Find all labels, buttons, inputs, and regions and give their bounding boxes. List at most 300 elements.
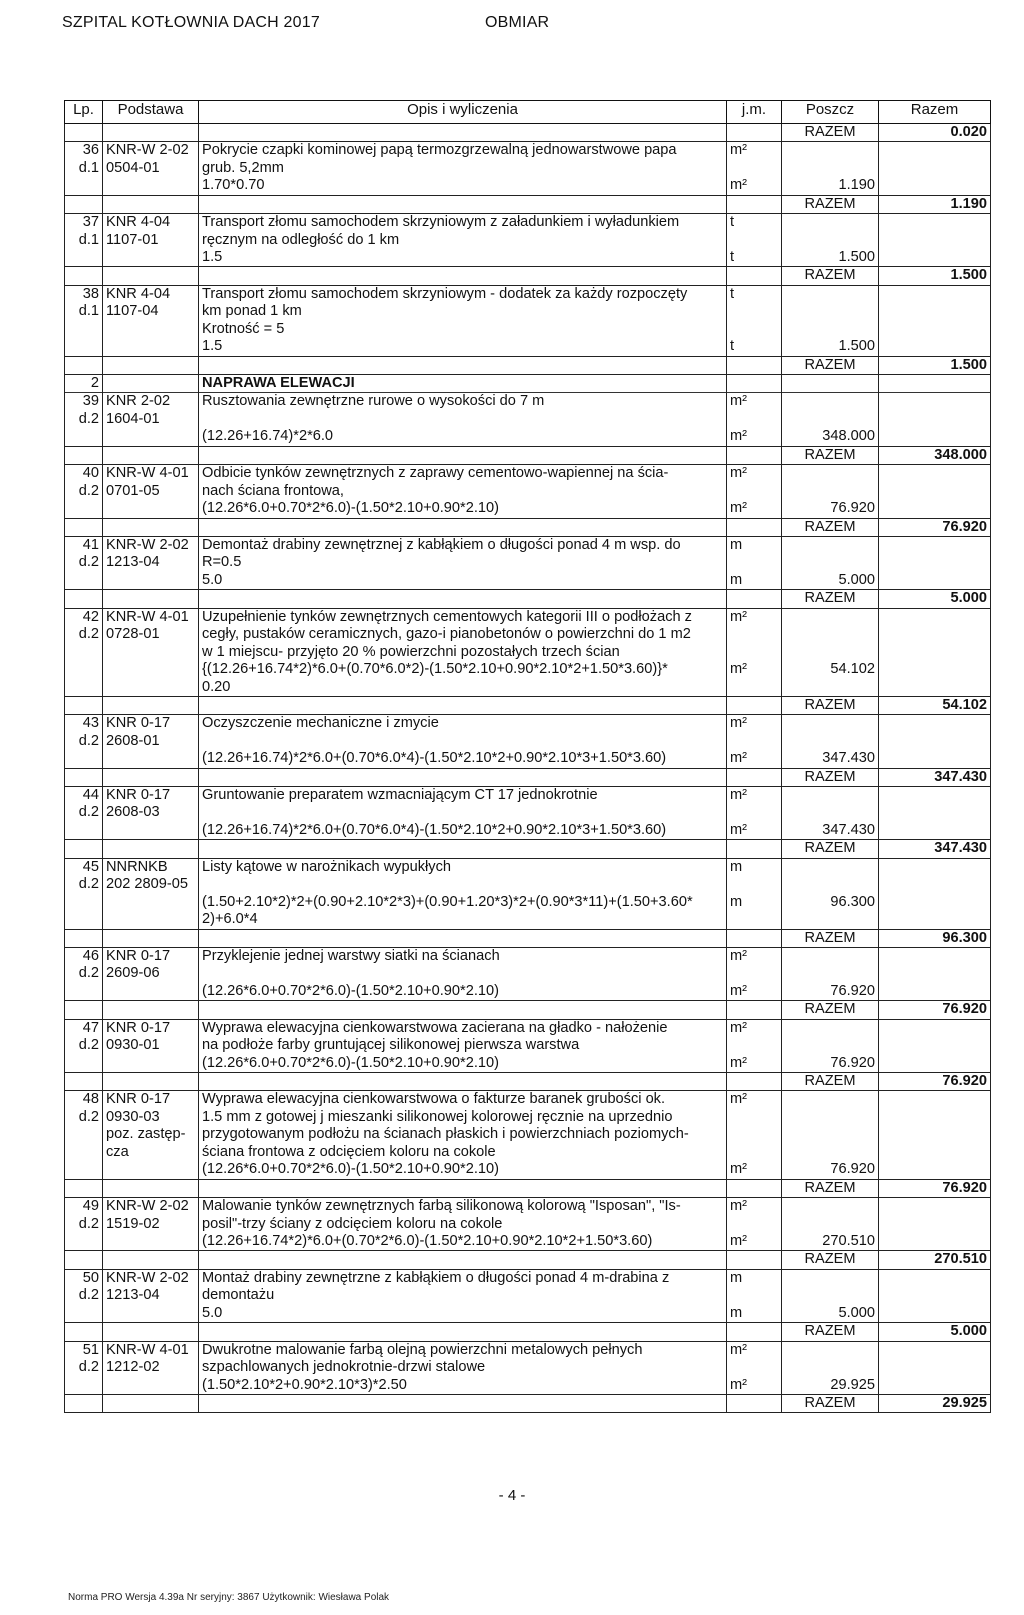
- cell-razem: [879, 894, 991, 912]
- razem-label: RAZEM: [782, 1179, 879, 1197]
- cell-razem: [879, 911, 991, 929]
- cell-poszcz: [782, 393, 879, 411]
- cell-lp: 38: [65, 285, 103, 303]
- col-razem: Razem: [879, 101, 991, 124]
- cell-podstawa: [103, 1179, 199, 1197]
- cell-opis: Montaż drabiny zewnętrzne z kabłąkiem o długości ponad 4 m-drabina z: [199, 1269, 727, 1287]
- cell-jm: m²: [727, 177, 782, 195]
- cell-opis: [199, 1001, 727, 1019]
- cell-podstawa: poz. zastęp-: [103, 1126, 199, 1144]
- cell-lp: [65, 1377, 103, 1395]
- cell-lp: [65, 1073, 103, 1091]
- cell-razem: 5.000: [879, 590, 991, 608]
- cell-lp: d.2: [65, 1109, 103, 1127]
- cell-opis: [199, 840, 727, 858]
- cell-poszcz: [782, 1359, 879, 1377]
- cell-opis: [199, 804, 727, 822]
- razem-label: RAZEM: [782, 1323, 879, 1341]
- cell-podstawa: [103, 1305, 199, 1323]
- cell-podstawa: KNR 0-17: [103, 1019, 199, 1037]
- cell-lp: [65, 1305, 103, 1323]
- cell-lp: [65, 840, 103, 858]
- cell-lp: 2: [65, 375, 103, 393]
- cell-jm: m²: [727, 822, 782, 840]
- cell-jm: m²: [727, 787, 782, 805]
- cell-razem: [879, 500, 991, 518]
- cell-lp: [65, 1055, 103, 1073]
- cell-lp: 40: [65, 465, 103, 483]
- cell-poszcz: [782, 554, 879, 572]
- cell-podstawa: [103, 661, 199, 679]
- table-row: [65, 303, 991, 321]
- cell-razem: 29.925: [879, 1394, 991, 1412]
- cell-jm: m²: [727, 393, 782, 411]
- cell-opis: (12.26*6.0+0.70*2*6.0)-(1.50*2.10+0.90*2.10): [199, 1055, 727, 1073]
- section-row: [65, 375, 991, 393]
- cell-razem: [879, 554, 991, 572]
- table-row: [65, 644, 991, 662]
- table-row: [65, 1019, 991, 1037]
- table-row: [65, 338, 991, 356]
- cell-podstawa: NNRNKB: [103, 858, 199, 876]
- table-row: [65, 661, 991, 679]
- cell-podstawa: 1212-02: [103, 1359, 199, 1377]
- cell-poszcz: [782, 1144, 879, 1162]
- cell-podstawa: KNR-W 4-01: [103, 1341, 199, 1359]
- cell-razem: [879, 232, 991, 250]
- cell-lp: [65, 1251, 103, 1269]
- cell-poszcz: [782, 375, 879, 393]
- cell-lp: 37: [65, 214, 103, 232]
- table-row: [65, 1305, 991, 1323]
- cell-opis: Oczyszczenie mechaniczne i zmycie: [199, 715, 727, 733]
- table-row: [65, 733, 991, 751]
- cell-podstawa: 1107-04: [103, 303, 199, 321]
- cell-razem: [879, 679, 991, 697]
- cell-podstawa: [103, 267, 199, 285]
- cell-razem: 1.190: [879, 195, 991, 213]
- cell-podstawa: [103, 911, 199, 929]
- cell-podstawa: 0930-03: [103, 1109, 199, 1127]
- cell-podstawa: 2609-06: [103, 965, 199, 983]
- cell-lp: [65, 267, 103, 285]
- table-row: [65, 608, 991, 626]
- cell-jm: m²: [727, 1377, 782, 1395]
- cell-opis: posil"-trzy ściany z odcięciem koloru na cokole: [199, 1216, 727, 1234]
- razem-label: RAZEM: [782, 518, 879, 536]
- document-title: SZPITAL KOTŁOWNIA DACH 2017: [62, 14, 320, 31]
- cell-lp: [65, 911, 103, 929]
- cell-podstawa: [103, 338, 199, 356]
- cell-razem: [879, 1055, 991, 1073]
- cell-opis: Malowanie tynków zewnętrznych farbą silikonową kolorową "Isposan", "Is-: [199, 1198, 727, 1216]
- table-body: [65, 124, 991, 1413]
- cell-jm: [727, 518, 782, 536]
- cell-jm: [727, 876, 782, 894]
- table-row: [65, 160, 991, 178]
- cell-poszcz: [782, 1019, 879, 1037]
- cell-jm: [727, 1144, 782, 1162]
- table-row: [65, 554, 991, 572]
- cell-razem: 270.510: [879, 1251, 991, 1269]
- cell-razem: [879, 536, 991, 554]
- cell-podstawa: [103, 375, 199, 393]
- cell-jm: [727, 303, 782, 321]
- cell-opis: Listy kątowe w narożnikach wypukłych: [199, 858, 727, 876]
- cell-opis: [199, 267, 727, 285]
- cell-poszcz: [782, 321, 879, 339]
- cell-poszcz: [782, 214, 879, 232]
- cell-jm: [727, 696, 782, 714]
- cell-opis: (12.26*6.0+0.70*2*6.0)-(1.50*2.10+0.90*2.10): [199, 983, 727, 1001]
- cell-lp: [65, 1323, 103, 1341]
- cell-podstawa: [103, 1323, 199, 1341]
- razem-row: [65, 768, 991, 786]
- cell-opis: (12.26+16.74)*2*6.0: [199, 428, 727, 446]
- cell-jm: [727, 160, 782, 178]
- cell-razem: [879, 804, 991, 822]
- cell-jm: m²: [727, 1091, 782, 1109]
- razem-label: RAZEM: [782, 696, 879, 714]
- table-row: [65, 500, 991, 518]
- table-row: [65, 1377, 991, 1395]
- cell-razem: [879, 411, 991, 429]
- cell-podstawa: KNR-W 4-01: [103, 465, 199, 483]
- cell-podstawa: 1107-01: [103, 232, 199, 250]
- cell-lp: d.2: [65, 1037, 103, 1055]
- table-row: [65, 232, 991, 250]
- cell-lp: [65, 983, 103, 1001]
- software-footer: Norma PRO Wersja 4.39a Nr seryjny: 3867 Użytkownik: Wiesława Polak: [68, 1592, 390, 1603]
- cell-razem: [879, 214, 991, 232]
- cell-jm: m: [727, 536, 782, 554]
- cell-poszcz: [782, 804, 879, 822]
- cell-opis: 1.5 mm z gotowej j mieszanki silikonowej kolorowej ręcznie na uprzednio: [199, 1109, 727, 1127]
- cell-podstawa: [103, 572, 199, 590]
- cell-poszcz: [782, 1198, 879, 1216]
- cell-razem: 347.430: [879, 840, 991, 858]
- cell-lp: d.1: [65, 160, 103, 178]
- table-row: [65, 428, 991, 446]
- cell-jm: [727, 446, 782, 464]
- cell-jm: t: [727, 249, 782, 267]
- cell-poszcz: [782, 876, 879, 894]
- cell-opis: [199, 768, 727, 786]
- cell-razem: [879, 1091, 991, 1109]
- cell-razem: 5.000: [879, 1323, 991, 1341]
- razem-label: RAZEM: [782, 768, 879, 786]
- cell-podstawa: cza: [103, 1144, 199, 1162]
- cell-poszcz: 5.000: [782, 572, 879, 590]
- cell-lp: d.2: [65, 804, 103, 822]
- cell-razem: [879, 428, 991, 446]
- cell-lp: [65, 661, 103, 679]
- cell-lp: 36: [65, 142, 103, 160]
- cell-lp: [65, 195, 103, 213]
- table-row: [65, 1091, 991, 1109]
- cell-jm: [727, 1287, 782, 1305]
- cell-lp: 47: [65, 1019, 103, 1037]
- table-row: [65, 177, 991, 195]
- cell-lp: [65, 696, 103, 714]
- cell-jm: m²: [727, 1019, 782, 1037]
- cell-lp: [65, 1233, 103, 1251]
- cell-lp: [65, 428, 103, 446]
- cell-opis: [199, 1394, 727, 1412]
- cell-razem: [879, 338, 991, 356]
- cell-razem: [879, 1377, 991, 1395]
- cell-jm: m²: [727, 142, 782, 160]
- page-number: - 4 -: [498, 1487, 526, 1504]
- cell-razem: [879, 249, 991, 267]
- cell-opis: Transport złomu samochodem skrzyniowym z załadunkiem i wyładunkiem: [199, 214, 727, 232]
- cell-poszcz: 29.925: [782, 1377, 879, 1395]
- cell-poszcz: [782, 232, 879, 250]
- cell-poszcz: [782, 1109, 879, 1127]
- cell-podstawa: KNR-W 2-02: [103, 1269, 199, 1287]
- cell-jm: [727, 1037, 782, 1055]
- cell-podstawa: 1519-02: [103, 1216, 199, 1234]
- cell-opis: ściana frontowa z odcięciem koloru na cokole: [199, 1144, 727, 1162]
- cell-razem: [879, 1359, 991, 1377]
- cell-podstawa: KNR 0-17: [103, 787, 199, 805]
- table-row: [65, 965, 991, 983]
- cell-jm: m²: [727, 1198, 782, 1216]
- cell-poszcz: [782, 911, 879, 929]
- cell-jm: [727, 356, 782, 374]
- table-row: [65, 1037, 991, 1055]
- cell-opis: (12.26+16.74)*2*6.0+(0.70*6.0*4)-(1.50*2.10*2+0.90*2.10*3+1.50*3.60): [199, 822, 727, 840]
- table-header-row: [65, 101, 991, 124]
- cell-jm: [727, 644, 782, 662]
- cell-opis: [199, 696, 727, 714]
- cell-poszcz: 1.190: [782, 177, 879, 195]
- razem-label: RAZEM: [782, 124, 879, 142]
- cell-jm: [727, 267, 782, 285]
- cell-razem: [879, 465, 991, 483]
- cell-poszcz: [782, 626, 879, 644]
- cell-jm: [727, 1126, 782, 1144]
- cell-podstawa: [103, 1073, 199, 1091]
- cell-opis: (12.26*6.0+0.70*2*6.0)-(1.50*2.10+0.90*2.10): [199, 500, 727, 518]
- cell-razem: [879, 858, 991, 876]
- cell-podstawa: [103, 500, 199, 518]
- cell-razem: [879, 160, 991, 178]
- table-row: [65, 572, 991, 590]
- razem-label: RAZEM: [782, 1001, 879, 1019]
- razem-label: RAZEM: [782, 1073, 879, 1091]
- cell-opis: Dwukrotne malowanie farbą olejną powierzchni metalowych pełnych: [199, 1341, 727, 1359]
- cell-jm: t: [727, 214, 782, 232]
- cell-jm: [727, 1251, 782, 1269]
- table-row: [65, 911, 991, 929]
- col-podstawa: Podstawa: [103, 101, 199, 124]
- cell-razem: 76.920: [879, 518, 991, 536]
- cell-jm: [727, 733, 782, 751]
- cell-jm: [727, 321, 782, 339]
- cell-jm: [727, 965, 782, 983]
- cell-lp: [65, 572, 103, 590]
- razem-label: RAZEM: [782, 590, 879, 608]
- cell-podstawa: 1604-01: [103, 411, 199, 429]
- cell-podstawa: [103, 1394, 199, 1412]
- cell-podstawa: KNR-W 2-02: [103, 536, 199, 554]
- col-poszcz: Poszcz: [782, 101, 879, 124]
- razem-label: RAZEM: [782, 929, 879, 947]
- razem-row: [65, 696, 991, 714]
- cell-podstawa: KNR-W 4-01: [103, 608, 199, 626]
- table-row: [65, 894, 991, 912]
- razem-row: [65, 1179, 991, 1197]
- cell-poszcz: [782, 411, 879, 429]
- cell-podstawa: 2608-03: [103, 804, 199, 822]
- cell-lp: d.2: [65, 1359, 103, 1377]
- cell-jm: [727, 1216, 782, 1234]
- cell-razem: [879, 1233, 991, 1251]
- cell-opis: Krotność = 5: [199, 321, 727, 339]
- razem-row: [65, 1251, 991, 1269]
- cell-jm: [727, 804, 782, 822]
- cell-razem: 76.920: [879, 1001, 991, 1019]
- col-opis: Opis i wyliczenia: [199, 101, 727, 124]
- cell-opis: (1.50+2.10*2)*2+(0.90+2.10*2*3)+(0.90+1.20*3)*2+(0.90*3*11)+(1.50+3.60*: [199, 894, 727, 912]
- cell-razem: [879, 303, 991, 321]
- cell-lp: [65, 518, 103, 536]
- cell-opis: Transport złomu samochodem skrzyniowym - dodatek za każdy rozpoczęty: [199, 285, 727, 303]
- cell-poszcz: 1.500: [782, 249, 879, 267]
- cell-razem: [879, 822, 991, 840]
- cell-opis: Pokrycie czapki kominowej papą termozgrzewalną jednowarstwowe papa: [199, 142, 727, 160]
- table-row: [65, 1269, 991, 1287]
- cell-podstawa: [103, 446, 199, 464]
- cell-podstawa: KNR 4-04: [103, 214, 199, 232]
- cell-opis: Wyprawa elewacyjna cienkowarstwowa o fakturze baranek grubości ok.: [199, 1091, 727, 1109]
- cell-opis: 2)+6.0*4: [199, 911, 727, 929]
- cell-lp: d.1: [65, 303, 103, 321]
- cell-opis: [199, 876, 727, 894]
- cell-podstawa: [103, 1233, 199, 1251]
- razem-row: [65, 124, 991, 142]
- cell-razem: [879, 1198, 991, 1216]
- cell-razem: [879, 750, 991, 768]
- cell-razem: [879, 177, 991, 195]
- razem-row: [65, 1394, 991, 1412]
- cell-jm: [727, 483, 782, 501]
- cell-poszcz: [782, 679, 879, 697]
- razem-row: [65, 590, 991, 608]
- cell-opis: [199, 195, 727, 213]
- cell-lp: [65, 822, 103, 840]
- cell-jm: [727, 1073, 782, 1091]
- cell-poszcz: [782, 1091, 879, 1109]
- cell-razem: [879, 285, 991, 303]
- cell-razem: [879, 1269, 991, 1287]
- cell-lp: d.2: [65, 554, 103, 572]
- razem-label: RAZEM: [782, 840, 879, 858]
- cell-poszcz: [782, 733, 879, 751]
- cell-lp: [65, 321, 103, 339]
- cell-podstawa: KNR 4-04: [103, 285, 199, 303]
- table-row: [65, 1216, 991, 1234]
- cell-opis: [199, 965, 727, 983]
- cell-razem: [879, 715, 991, 733]
- cell-razem: 76.920: [879, 1179, 991, 1197]
- table-row: [65, 1126, 991, 1144]
- cell-jm: [727, 590, 782, 608]
- cell-lp: [65, 1161, 103, 1179]
- cell-podstawa: [103, 696, 199, 714]
- cell-poszcz: [782, 160, 879, 178]
- cell-jm: m²: [727, 608, 782, 626]
- cell-jm: m²: [727, 661, 782, 679]
- cell-jm: m²: [727, 750, 782, 768]
- table-row: [65, 483, 991, 501]
- cell-lp: 51: [65, 1341, 103, 1359]
- cell-podstawa: 0701-05: [103, 483, 199, 501]
- cell-lp: d.2: [65, 965, 103, 983]
- razem-row: [65, 518, 991, 536]
- cell-lp: [65, 1179, 103, 1197]
- cell-lp: 49: [65, 1198, 103, 1216]
- cell-opis: demontażu: [199, 1287, 727, 1305]
- cell-poszcz: [782, 142, 879, 160]
- cell-razem: [879, 948, 991, 966]
- cell-jm: [727, 679, 782, 697]
- cell-lp: [65, 356, 103, 374]
- table-row: [65, 393, 991, 411]
- cell-razem: [879, 1216, 991, 1234]
- cell-razem: [879, 142, 991, 160]
- cell-podstawa: [103, 590, 199, 608]
- cell-jm: [727, 1001, 782, 1019]
- cell-lp: d.2: [65, 411, 103, 429]
- cell-lp: 45: [65, 858, 103, 876]
- cell-opis: (12.26*6.0+0.70*2*6.0)-(1.50*2.10+0.90*2.10): [199, 1161, 727, 1179]
- cell-opis: {(12.26+16.74*2)*6.0+(0.70*6.0*2)-(1.50*2.10+0.90*2.10*2+1.50*3.60)}*: [199, 661, 727, 679]
- cell-opis: przygotowanym podłożu na ścianach płaskich i powierzchniach poziomych-: [199, 1126, 727, 1144]
- cell-opis: Odbicie tynków zewnętrznych z zaprawy cementowo-wapiennej na ścia-: [199, 465, 727, 483]
- table-row: [65, 142, 991, 160]
- razem-row: [65, 446, 991, 464]
- cell-podstawa: 0728-01: [103, 626, 199, 644]
- table-row: [65, 1287, 991, 1305]
- razem-row: [65, 1001, 991, 1019]
- cell-poszcz: 347.430: [782, 750, 879, 768]
- cell-poszcz: [782, 1037, 879, 1055]
- cell-poszcz: [782, 858, 879, 876]
- cell-jm: m²: [727, 983, 782, 1001]
- cell-lp: 43: [65, 715, 103, 733]
- cell-razem: [879, 1126, 991, 1144]
- cell-poszcz: 54.102: [782, 661, 879, 679]
- cell-lp: [65, 446, 103, 464]
- cell-jm: m²: [727, 465, 782, 483]
- cell-lp: [65, 338, 103, 356]
- razem-label: RAZEM: [782, 446, 879, 464]
- cell-lp: d.2: [65, 733, 103, 751]
- cell-poszcz: [782, 1287, 879, 1305]
- cell-jm: m²: [727, 715, 782, 733]
- cell-jm: t: [727, 338, 782, 356]
- cell-lp: d.2: [65, 1216, 103, 1234]
- table-row: [65, 1341, 991, 1359]
- cell-razem: [879, 876, 991, 894]
- cell-jm: [727, 1179, 782, 1197]
- cell-opis: w 1 miejscu- przyjęto 20 % powierzchni pozostałych trzech ścian: [199, 644, 727, 662]
- cell-poszcz: 348.000: [782, 428, 879, 446]
- cell-opis: [199, 1251, 727, 1269]
- cell-opis: NAPRAWA ELEWACJI: [199, 375, 727, 393]
